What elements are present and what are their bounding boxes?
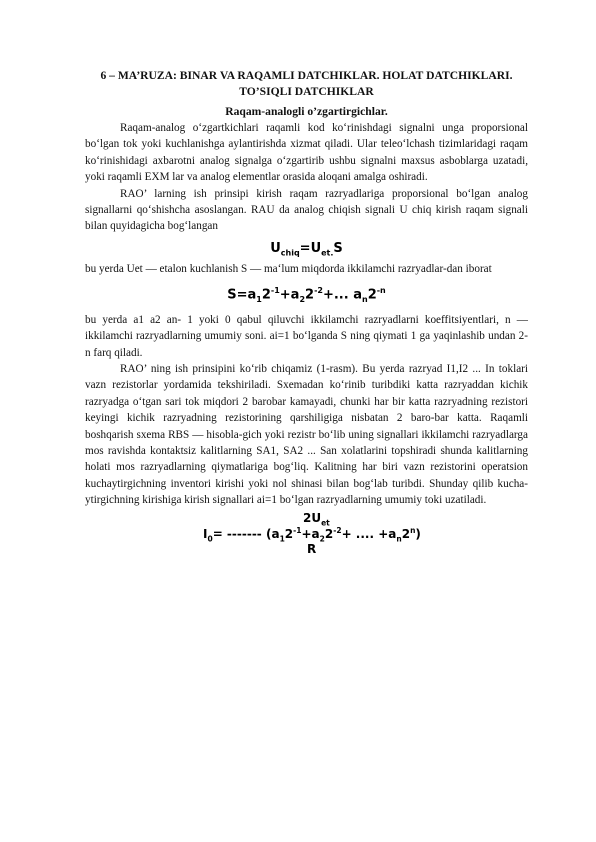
formula-numerator: $2U_{et}$ (303, 510, 330, 528)
formula-binary-sum: $S=a_12^{-1}+a_22^{-2}+$... $a_n2^{-n}$ (227, 285, 386, 304)
paragraph-circuit: RAO’ ning ish prinsipini ko‘rib chiqamiz (1-rasm). Bu yerda razryad I1,I2 ... In toklari vazn rezistorlar yordamida tekshiriladi. Sxemadan ko‘rinib turibdiki katta razryaddan kichik razryadga o‘tgan sari tok miqdori 2 barobar kamayadi, chunki har bir katta razryadning rezistori keyingi kichik razryadning rezistorining qarshiligiga nisbatan 2 baro-bar katta. Raqamli boshqarish sxema RBS — hisobla-gich yoki rezistr bo‘lib uning signallari ikkilamchi razryadlarga mos ravishda kontaktsiz kalitlarning SA1, SA2 ... San xolatlarini topshiradi shunda kalitlarning holati mos razryadlarning qiymatlariga bog‘liq. Kalitning har biri vazn rezistorini operatsion kuchaytirgichning inventori kirishi yoki nol shinasi bilan bog‘lab turibdi. Shunday qilib kucha-ytirgichning kirishiga kirish signallari ai=1 bo‘lgan razryadlarning umumiy toki uzatiladi. (85, 362, 528, 507)
formula-main-line: $I_0=$ ------- ($a_12^{-1}+a_22^{-2}+$ .... $+a_n2^n$) (203, 525, 421, 544)
paragraph-coefficients: bu yerda a1 a2 an- 1 yoki 0 qabul qiluvchi ikkilamchi razryadlarni koeffitsiyentlari, n — ikkilamchi razryadlarning umumiy soni. ai=1 bo‘lganda S ning qiymati 1 ga yaqinlashib undan 2-n farq qiladi. (85, 313, 528, 359)
lecture-title: 6 – MA’RUZA: BINAR VA RAQAMLI DATCHIKLAR. HOLAT DATCHIKLARI. TO’SIQLI DATCHIKLAR (100, 69, 513, 98)
paragraph-intro: Raqam-analog o‘zgartkichlari raqamli kod ko‘rinishdagi signalni unga proporsional bo‘lgan tok yoki kuchlanishga aylantirishda xizmat qiladi. Ular teleo‘lchash tizimlaridagi raqam ko‘rinishidagi axbarotni analog signalga o‘zgartirib ushbu signalni maxsus asboblarga uzatadi, yoki raqamli EXM lar va analog elementlar orasida aloqani amalga oshiradi. (85, 122, 528, 184)
formula-output-voltage: $U_{chiq}=U_{et.}S$ (270, 240, 343, 258)
document-page (85, 68, 528, 561)
paragraph-principle: RAO’ larning ish prinsipi kirish raqam razryadlariga proporsional bo‘lgan analog signallarni qo‘shishcha asoslangan. RAU da analog chiqish signali U chiq kirish raqam signali bilan quyidagicha bog‘langan (85, 187, 528, 233)
formula-denominator: R (307, 541, 317, 556)
paragraph-definitions: bu yerda Uet — etalon kuchlanish S — ma‘lum miqdorda ikkilamchi razryadlar-dan iborat (85, 263, 492, 276)
formula-output-current (85, 511, 528, 561)
section-subtitle: Raqam-analogli o’zgartirgichlar. (225, 105, 388, 118)
